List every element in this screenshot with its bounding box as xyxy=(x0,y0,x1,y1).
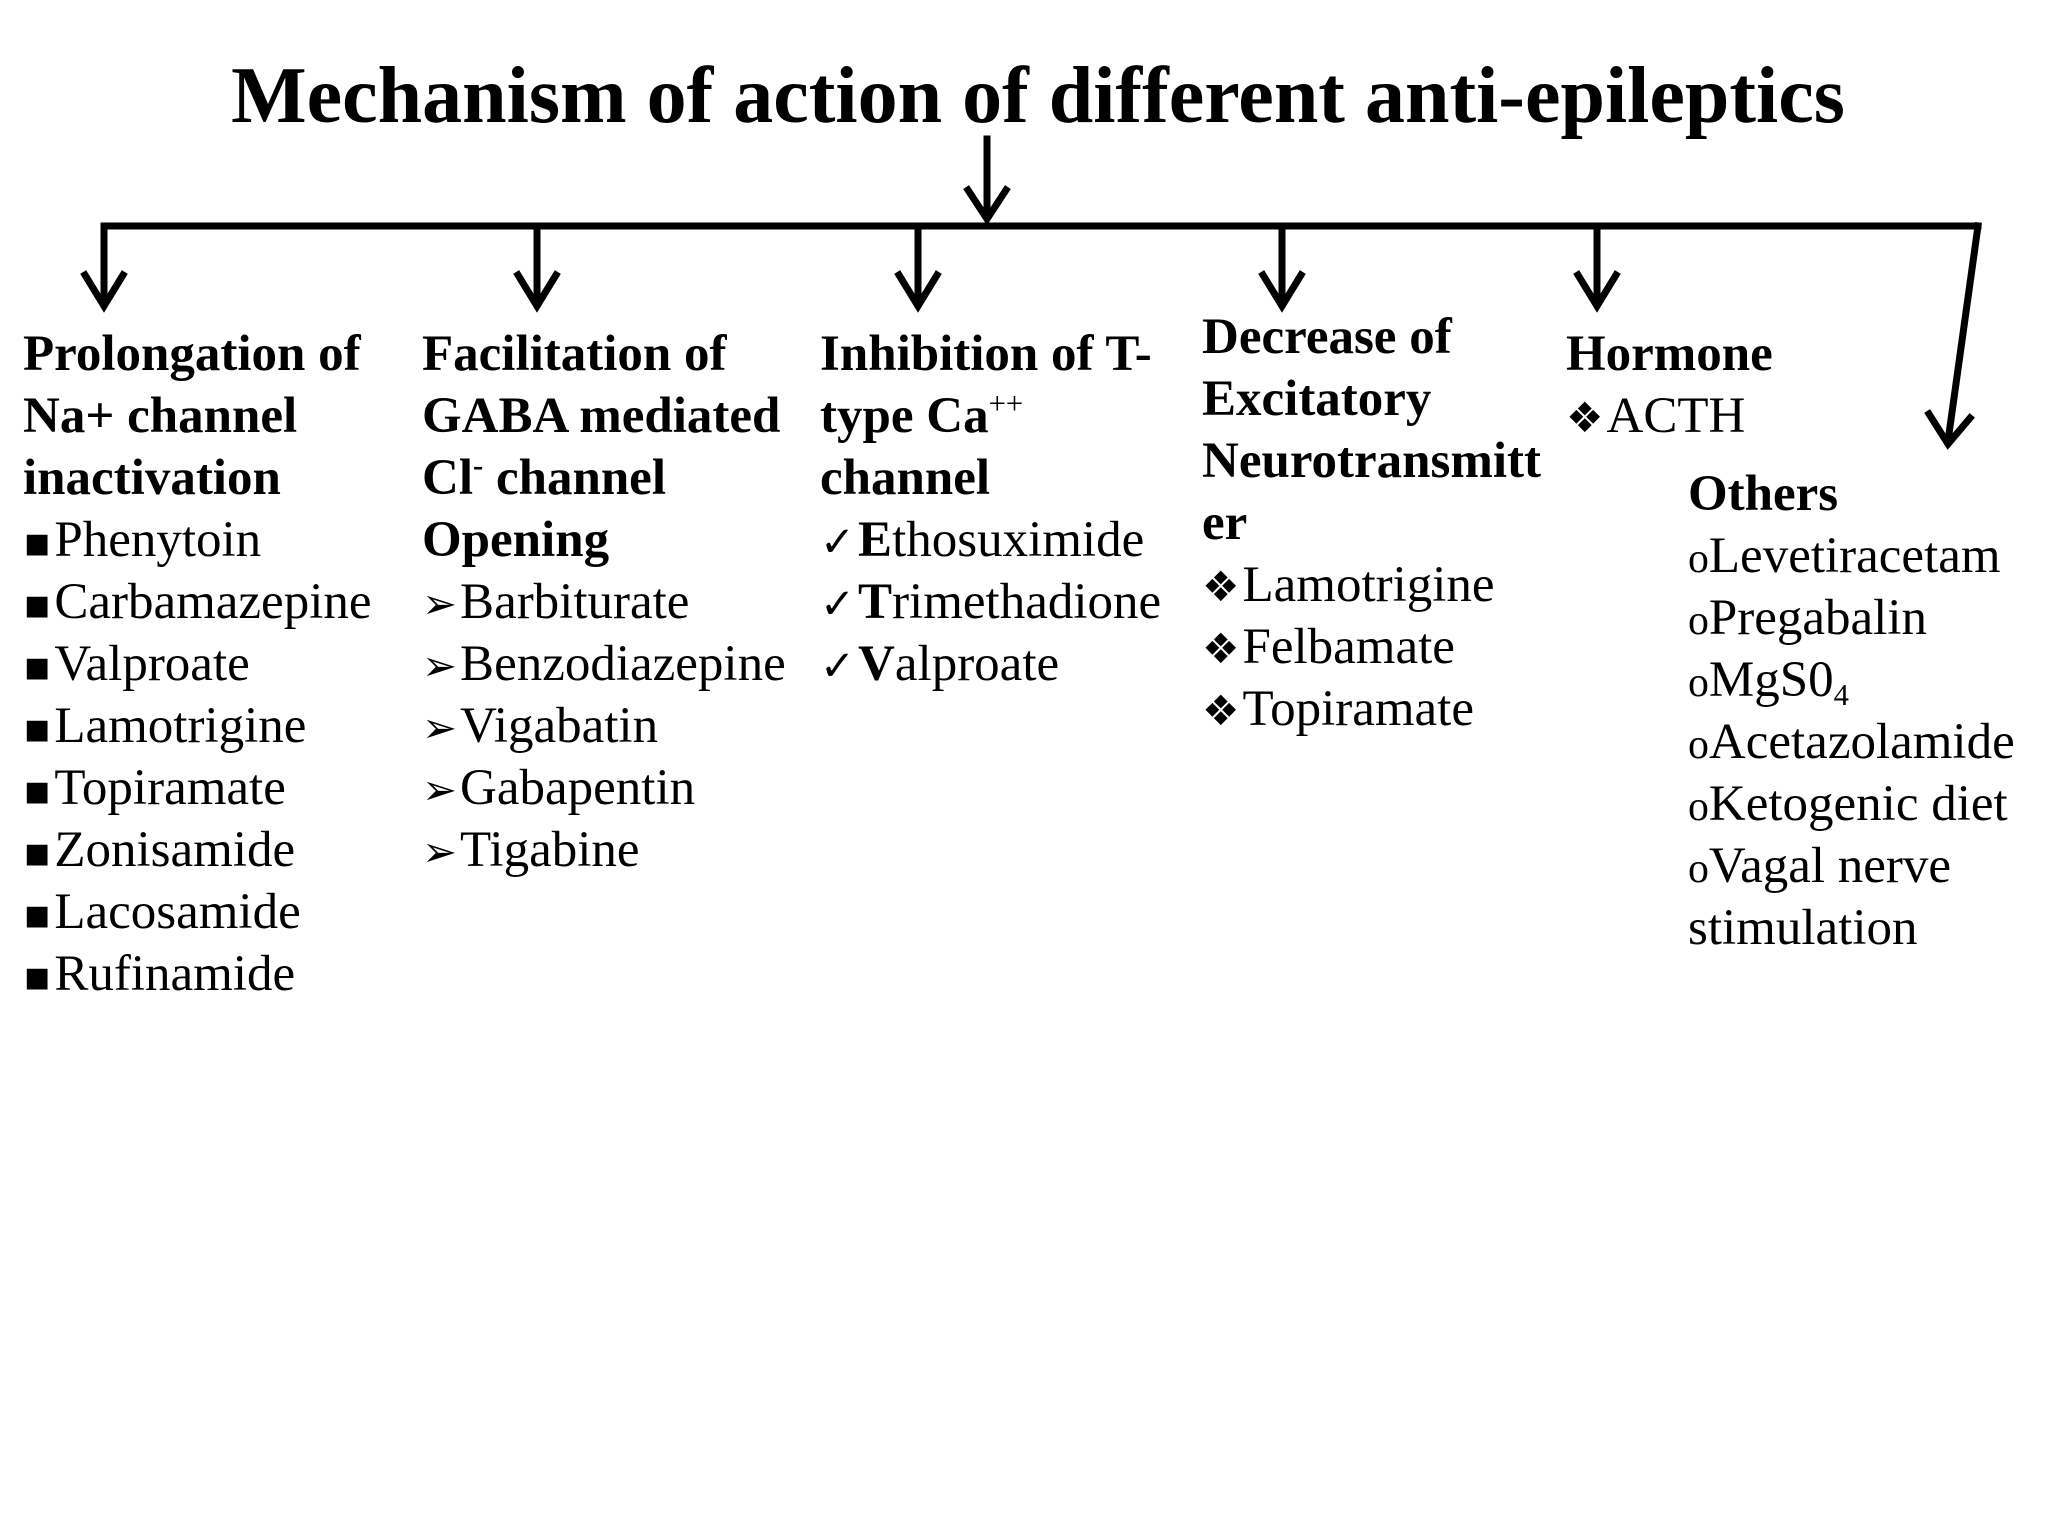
circle-bullet-icon: o xyxy=(1688,536,1709,582)
list-item xyxy=(23,943,372,1005)
drug-name: Valproate xyxy=(858,636,1060,692)
list-item xyxy=(1202,678,1541,740)
arrowhead-bullet-icon: ➢ xyxy=(422,827,458,876)
square-bullet-icon: ▪ xyxy=(23,889,52,938)
drug-name: Carbamazepine xyxy=(54,574,372,630)
drug-name: Trimethadione xyxy=(858,574,1162,630)
list-item xyxy=(820,509,1161,571)
branch-heading-line: Opening xyxy=(422,512,610,568)
arrowhead-bullet-icon: ➢ xyxy=(422,703,458,752)
drug-name: Valproate xyxy=(54,636,250,692)
branch-heading-line: Prolongation of xyxy=(23,326,361,382)
drug-name: Topiramate xyxy=(54,760,286,816)
branch-heading-line: Decrease of xyxy=(1202,309,1452,365)
drug-name: Vagal nerve xyxy=(1708,838,1952,894)
list-item xyxy=(820,633,1161,695)
square-bullet-icon: ▪ xyxy=(23,703,52,752)
list-item xyxy=(422,757,786,819)
arrowhead-bullet-icon: ➢ xyxy=(422,641,458,690)
branch-heading-line: Inhibition of T- xyxy=(820,326,1152,382)
branch-heading-line: Facilitation of xyxy=(422,326,727,382)
list-item xyxy=(1688,649,2015,711)
branch-heading-line xyxy=(820,385,1161,447)
arrowhead-bullet-icon: ➢ xyxy=(422,579,458,628)
list-item xyxy=(1688,525,2015,587)
checkmark-bullet-icon: ✓ xyxy=(820,517,856,566)
drug-name: Tigabine xyxy=(460,822,640,878)
drug-name: Ethosuximide xyxy=(858,512,1145,568)
circle-bullet-icon: o xyxy=(1688,846,1709,892)
list-item xyxy=(1688,587,2015,649)
branch-sodium-channel xyxy=(23,323,372,1005)
drug-name: Gabapentin xyxy=(460,760,696,816)
diagram-title: Mechanism of action of different anti-epileptics xyxy=(231,52,1845,140)
square-bullet-icon: ▪ xyxy=(23,951,52,1000)
circle-bullet-icon: o xyxy=(1688,784,1709,830)
square-bullet-icon: ▪ xyxy=(23,765,52,814)
list-item xyxy=(820,571,1161,633)
drug-name: Benzodiazepine xyxy=(460,636,786,692)
list-item xyxy=(422,819,786,881)
heading-superscript: - xyxy=(473,448,484,483)
list-item xyxy=(422,695,786,757)
list-item xyxy=(23,509,372,571)
branch-heading-line: inactivation xyxy=(23,450,281,506)
heading-text: type Ca xyxy=(820,388,989,444)
branch-calcium-channel xyxy=(820,323,1161,695)
drug-name: Phenytoin xyxy=(54,512,262,568)
square-bullet-icon: ▪ xyxy=(23,827,52,876)
list-item xyxy=(23,757,372,819)
square-bullet-icon: ▪ xyxy=(23,517,52,566)
checkmark-bullet-icon: ✓ xyxy=(820,579,856,628)
drug-name: Vigabatin xyxy=(460,698,659,754)
square-bullet-icon: ▪ xyxy=(23,579,52,628)
circle-bullet-icon: o xyxy=(1688,660,1709,706)
branch-gaba xyxy=(422,323,786,881)
drug-name: Levetiracetam xyxy=(1708,528,2001,584)
branch-heading-line: Others xyxy=(1688,466,1839,522)
branch-6-arrow-shaft xyxy=(1948,226,1978,441)
drug-name: MgS0 xyxy=(1708,652,1834,708)
drug-name: Zonisamide xyxy=(54,822,296,878)
checkmark-bullet-icon: ✓ xyxy=(820,641,856,690)
list-item xyxy=(1688,773,2015,835)
drug-name: Ketogenic diet xyxy=(1708,776,2008,832)
drug-name: Lacosamide xyxy=(54,884,301,940)
drug-name: Pregabalin xyxy=(1708,590,1928,646)
branch-others xyxy=(1688,463,2015,959)
list-item xyxy=(1202,554,1541,616)
drug-name: Lamotrigine xyxy=(1242,557,1495,613)
branch-heading-line: channel xyxy=(820,450,991,506)
branch-heading-line: er xyxy=(1202,495,1248,551)
diamond-bullet-icon: ❖ xyxy=(1202,624,1240,673)
branch-heading-line: Na+ channel xyxy=(23,388,298,444)
list-item xyxy=(23,695,372,757)
list-item xyxy=(1688,835,2015,897)
drug-subscript: 4 xyxy=(1833,678,1849,713)
drug-name: Barbiturate xyxy=(460,574,690,630)
list-item xyxy=(23,571,372,633)
branch-hormone xyxy=(1566,323,1773,447)
list-item xyxy=(1566,385,1773,447)
heading-text: Cl xyxy=(422,450,473,506)
drug-name: Felbamate xyxy=(1242,619,1455,675)
list-item xyxy=(23,633,372,695)
circle-bullet-icon: o xyxy=(1688,722,1709,768)
circle-bullet-icon: o xyxy=(1688,598,1709,644)
branch-heading-line: Neurotransmitt xyxy=(1202,433,1541,489)
branch-excitatory-neurotransmitter xyxy=(1202,306,1541,740)
branch-heading-line xyxy=(422,447,786,509)
list-item xyxy=(1688,711,2015,773)
branch-heading-line: Hormone xyxy=(1566,326,1773,382)
list-item xyxy=(23,819,372,881)
branch-heading-line: Excitatory xyxy=(1202,371,1432,427)
square-bullet-icon: ▪ xyxy=(23,641,52,690)
list-item xyxy=(1202,616,1541,678)
diamond-bullet-icon: ❖ xyxy=(1566,393,1604,442)
list-item xyxy=(422,571,786,633)
drug-name: Topiramate xyxy=(1242,681,1474,737)
list-item-continuation: stimulation xyxy=(1688,900,1918,956)
heading-text: channel xyxy=(483,450,666,506)
diamond-bullet-icon: ❖ xyxy=(1202,686,1240,735)
heading-superscript: ++ xyxy=(988,386,1024,421)
drug-name: Acetazolamide xyxy=(1708,714,2015,770)
list-item xyxy=(422,633,786,695)
drug-name: ACTH xyxy=(1606,388,1746,444)
drug-name: Lamotrigine xyxy=(54,698,307,754)
drug-name: Rufinamide xyxy=(54,946,296,1002)
diamond-bullet-icon: ❖ xyxy=(1202,562,1240,611)
branch-heading-line: GABA mediated xyxy=(422,388,781,444)
arrowhead-bullet-icon: ➢ xyxy=(422,765,458,814)
list-item xyxy=(23,881,372,943)
